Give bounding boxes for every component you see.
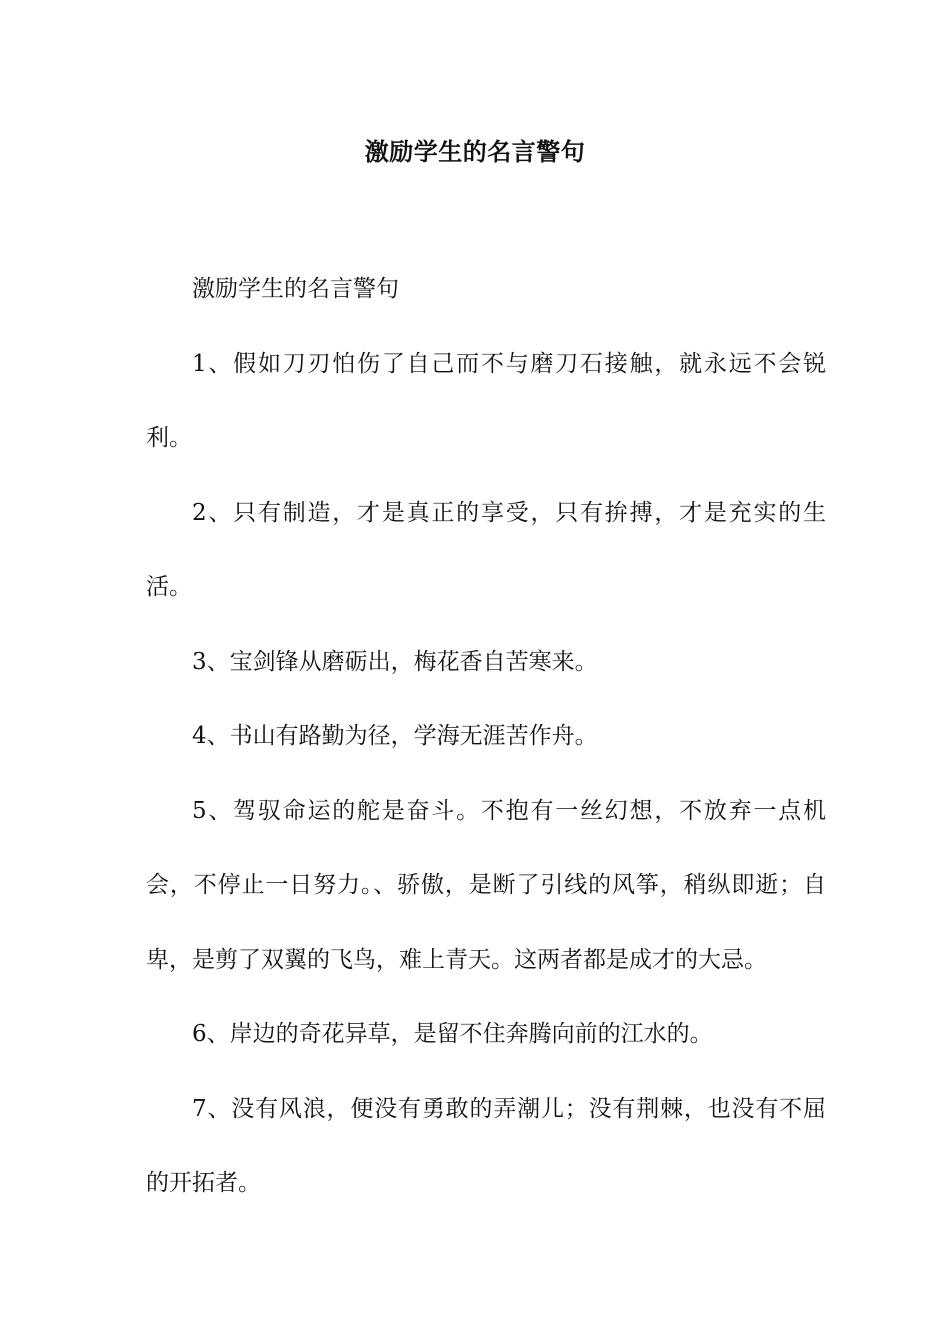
quote-paragraph-2: 2、只有制造，才是真正的享受，只有拚搏，才是充实的生活。	[146, 499, 826, 600]
quote-paragraph-7: 7、没有风浪，便没有勇敢的弄潮儿；没有荆棘，也没有不屈的开拓者。	[146, 1095, 826, 1196]
quote-paragraph-1: 1、假如刀刃怕伤了自己而不与磨刀石接触，就永远不会锐利。	[146, 350, 826, 451]
subtitle-paragraph: 激励学生的名言警句	[192, 276, 399, 302]
quote-paragraph-6: 6、岸边的奇花异草，是留不住奔腾向前的江水的。	[192, 1021, 713, 1047]
page-title: 激励学生的名言警句	[364, 137, 586, 166]
document-body	[146, 252, 826, 1221]
quote-paragraph-4: 4、书山有路勤为径，学海无涯苦作舟。	[192, 723, 598, 749]
quote-paragraph-3: 3、宝剑锋从磨砺出，梅花香自苦寒来。	[192, 648, 598, 675]
quote-paragraph-5: 5、驾驭命运的舵是奋斗。不抱有一丝幻想，不放弃一点机会，不停止一日努力。、骄傲，是断了引线的风筝，稍纵即逝；自卑，是剪了双翼的飞鸟，难上青天。这两者都是成才的大忌。	[146, 797, 826, 973]
